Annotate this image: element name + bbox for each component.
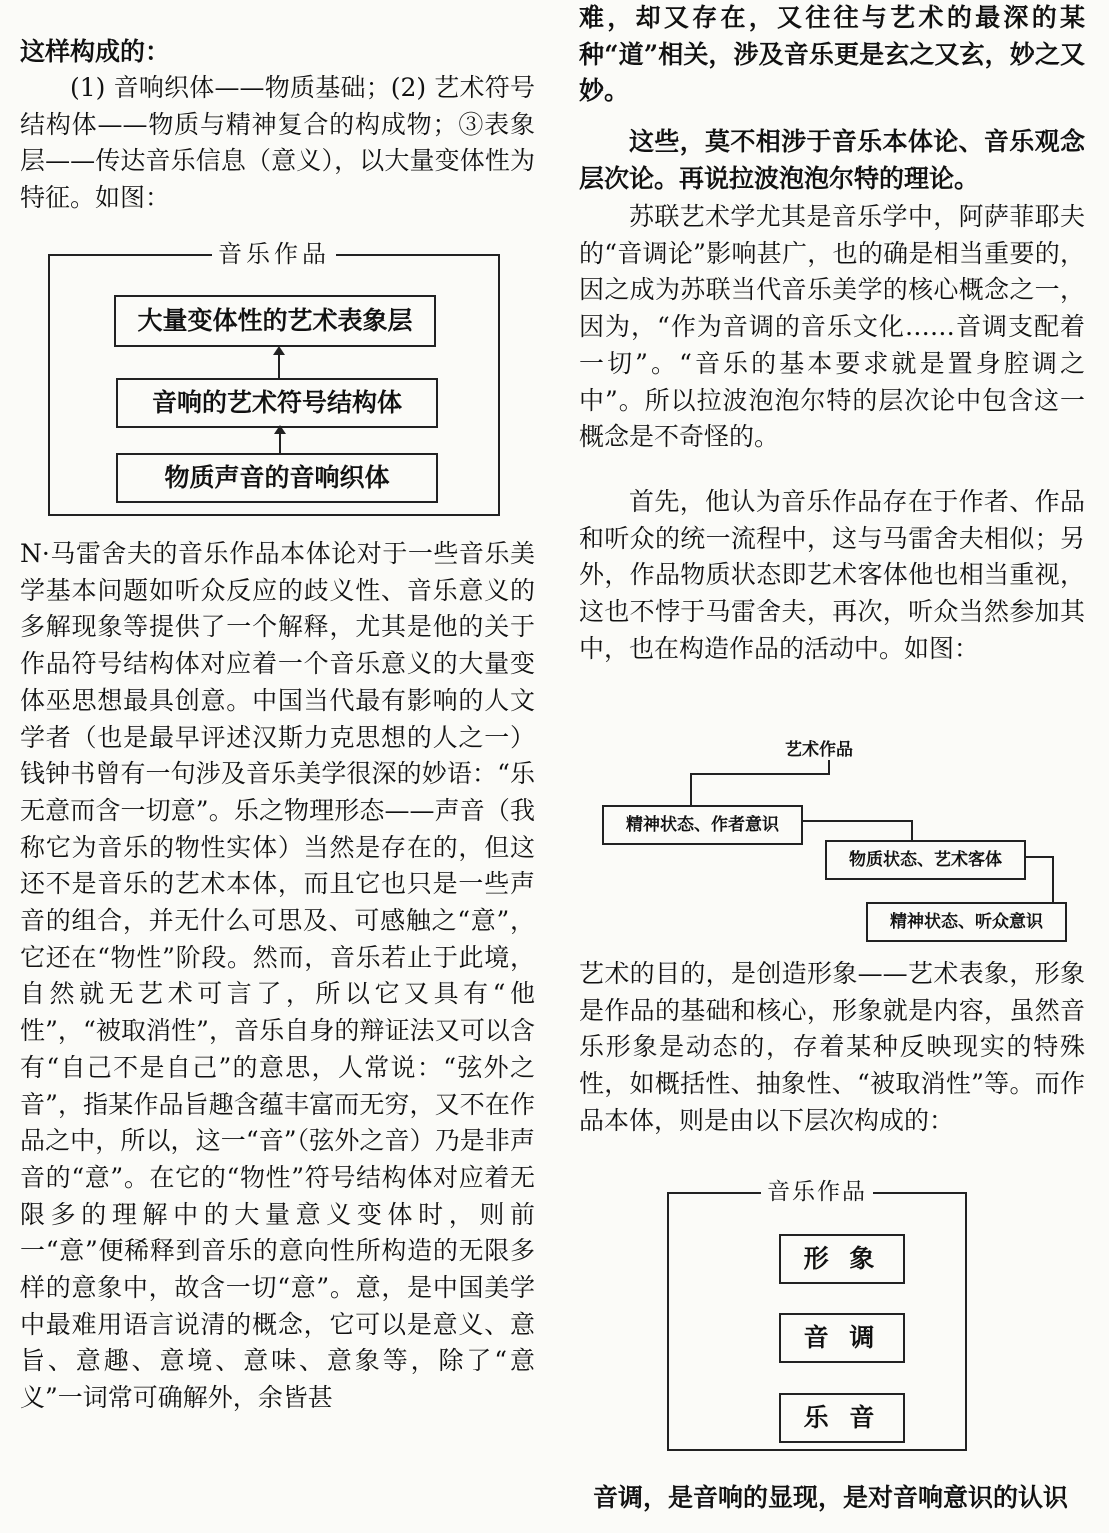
layer-box-middle: 音响的艺术符号结构体 (116, 378, 438, 428)
author-consciousness-box: 精神状态、作者意识 (602, 805, 803, 845)
body-paragraph: 难，却又存在，又往往与艺术的最深的某种“道”相关，涉及音乐更是玄之又玄，妙之又妙。 (579, 3, 1085, 106)
connector-line (911, 820, 913, 840)
list-paragraph: (1) 音响织体——物质基础；(2) 艺术符号结构体——物质与精神复合的构成物；③表象层——传达音乐信息（意义），以大量变体性为特征。如图： (20, 73, 535, 213)
body-paragraph: 苏联艺术学尤其是音乐学中，阿萨菲耶夫的“音调论”影响甚广，也的确是相当重要的，因之成为苏联当代音乐美学的核心概念之一，因为，“作为音调的音乐文化……音调支配着一切”。“音乐的基本要求就是置身腔调之中”。所以拉波泡泡尔特的层次论中包含这一概念是不奇怪的。 (579, 202, 1085, 452)
musical-sound-level-box: 乐 音 (779, 1393, 905, 1443)
up-arrow-icon (278, 354, 280, 378)
diagram-title: 音乐作品 (212, 239, 336, 269)
body-paragraph: 音调，是音响的显现，是对音响意识的认识 (593, 1483, 1069, 1512)
layer-box-bottom: 物质声音的音响织体 (116, 453, 438, 503)
tone-level-box: 音 调 (779, 1313, 905, 1363)
connector-line (690, 773, 692, 806)
connector-line (1052, 856, 1054, 902)
up-arrow-icon (279, 433, 281, 453)
layer-box-top: 大量变体性的艺术表象层 (114, 295, 436, 347)
listener-consciousness-box: 精神状态、听众意识 (866, 902, 1067, 942)
art-object-box: 物质状态、艺术客体 (825, 840, 1026, 880)
body-paragraph: 这些，莫不相涉于音乐本体论、音乐观念层次论。再说拉波泡泡尔特的理论。 (579, 127, 1085, 193)
body-paragraph: N·马雷舍夫的音乐作品本体论对于一些音乐美学基本问题如听众反应的歧义性、音乐意义的多解现象等提供了一个解释，尤其是他的关于作品符号结构体对应着一个音乐意义的大量变体巫思想最具创意。中国当代最有影响的人文学者（也是最早评述汉斯力克思想的人之一）钱钟书曾有一句涉及音乐美学很深的妙语：“乐无意而含一切意”。乐之物理形态——声音（我称它为音乐的物性实体）当然是存在的，但这还不是音乐的艺术本体，而且它也只是一些声音的组合，并无什么可思及、可感触之“意”，它还在“物性”阶段。然而，音乐若止于此境，自然就无艺术可言了，所以它又具有“他性”，“被取消性”，音乐自身的辩证法又可以含有“自己不是自己”的意思，人常说：“弦外之音”，指某作品旨趣含蕴丰富而无穷，又不在作品之中，所以，这一“音”（弦外之音）乃是非声音的“意”。在它的“物性”符号结构体对应着无限多的理解中的大量意义变体时，则前一“意”便稀释到音乐的意向性所构造的无限多样的意象中，故含一切“意”。意，是中国美学中最难用语言说清的概念，它可以是意义、意旨、意趣、意境、意味、意象等，除了“意义”一词常可确解外，余皆甚 (20, 539, 535, 1413)
connector-line (801, 820, 913, 822)
connector-line (1024, 856, 1054, 858)
connector-line (828, 760, 830, 774)
image-level-box: 形 象 (779, 1234, 905, 1284)
intro-line: 这样构成的： (20, 37, 171, 66)
connector-line (690, 773, 830, 775)
body-paragraph: 首先，他认为音乐作品存在于作者、作品和听众的统一流程中，这与马雷舍夫相似；另外，作品物质状态即艺术客体他也相当重视，这也不悖于马雷舍夫，再次，听众当然参加其中，也在构造作品的活动中。如图： (579, 487, 1085, 663)
diagram-title: 音乐作品 (761, 1177, 873, 1207)
diagram-title: 艺术作品 (785, 740, 853, 760)
body-paragraph: 艺术的目的，是创造形象——艺术表象，形象是作品的基础和核心，形象就是内容，虽然音乐形象是动态的，存着某种反映现实的特殊性，如概括性、抽象性、“被取消性”等。而作品本体，则是由以下层次构成的： (579, 959, 1085, 1135)
